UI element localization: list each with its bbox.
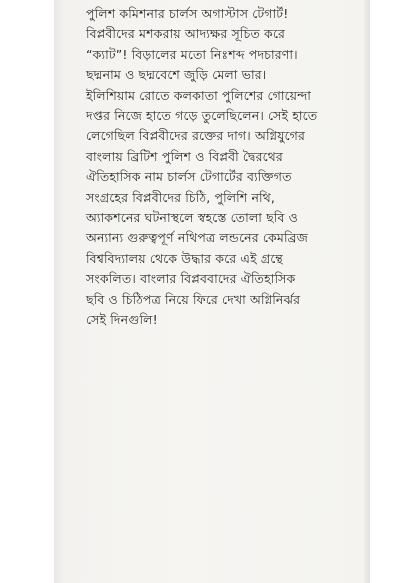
blurb-line: “ক্যাট”! বিড়ালের মতো নিঃশব্দ পদচারণা। [86,46,298,62]
blurb-line: পুলিশ কমিশনার চার্লস অগাস্টাস টেগার্ট! [86,6,289,21]
blurb-line: সংকলিত। বাংলার বিপ্লববাদের ঐতিহাসিক [86,271,296,287]
blurb-line: সেই দিনগুলি! [86,312,158,328]
blurb-line: লেগেছিল বিপ্লবীদের রক্তের দাগ। অগ্নিযুগের [86,128,306,144]
blurb-line: ছবি ও চিঠিপত্র নিয়ে ফিরে দেখা অগ্নিনির্ঝর [86,291,301,307]
blurb-line: ছদ্মনাম ও ছদ্মবেশে জুড়ি মেলা ভার। [86,67,267,83]
blurb-line: ঐতিহাসিক নাম চার্লস টেগার্টের ব্যক্তিগত [86,169,292,185]
blurb-line: সংগ্রহের বিপ্লবীদের চিঠি, পুলিশি নথি, [86,189,276,205]
blurb-line: ইলিশিয়াম রোতে কলকাতা পুলিশের গোয়েন্দা [86,87,312,103]
blurb-line: বাংলায় ব্রিটিশ পুলিশ ও বিপ্লবী দ্বৈরথের [86,148,283,164]
blurb-line: বিপ্লবীদের মশকরায় আদ্যক্ষর সূচিত করে [86,26,286,42]
blurb-line: অ্যাকশনের ঘটনাস্থলে স্বহস্তে তোলা ছবি ও [86,210,299,226]
blurb-line: অন্যান্য গুরুত্বপূর্ণ নথিপত্র লন্ডনের কেমব্রিজ [86,230,309,246]
blurb-line: বিশ্ববিদ্যালয় থেকে উদ্ধার করে এই গ্রন্থে [86,250,283,266]
blurb-text [86,4,376,331]
blurb-line: দপ্তর নিজে হাতে গড়ে তুলেছিলেন। সেই হাতে [86,108,318,124]
